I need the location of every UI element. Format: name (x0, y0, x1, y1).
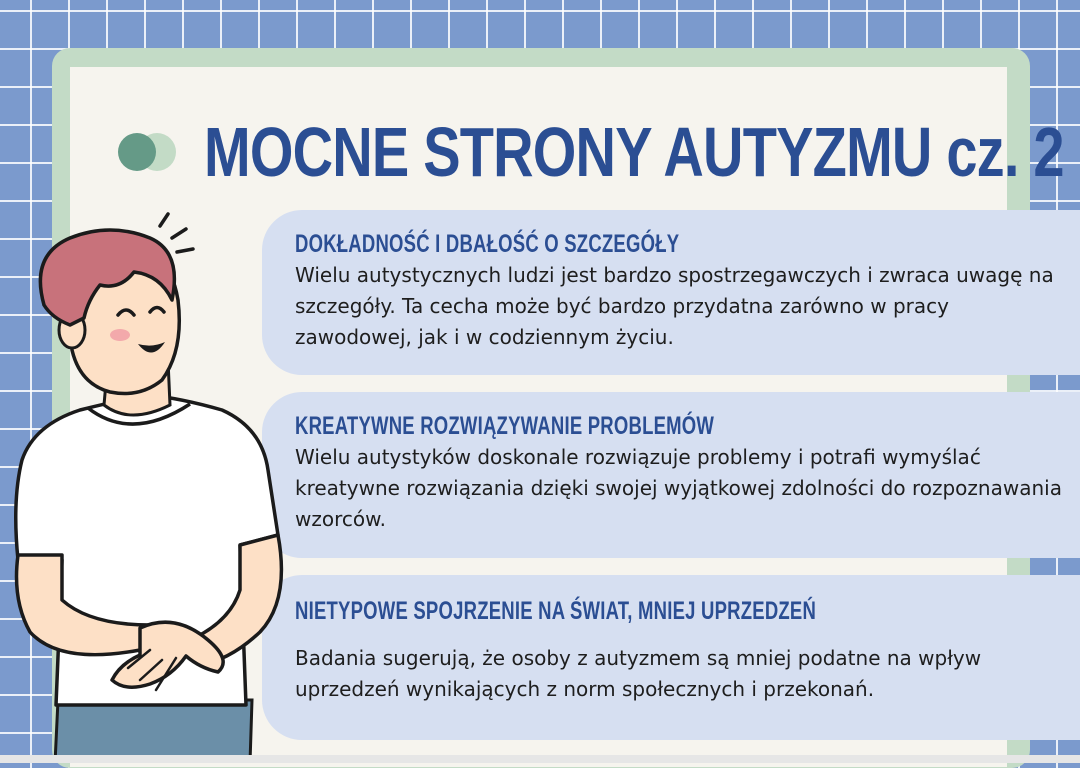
page-title: MOCNE STRONY AUTYZMU cz. 2 (204, 113, 1064, 191)
strength-card-perspective (262, 575, 1080, 740)
strength-card-detail (262, 210, 1080, 375)
card-heading: NIETYPOWE SPOJRZENIE NA ŚWIAT, MNIEJ UPRZEDZEŃ (295, 597, 817, 625)
title-row (118, 112, 1080, 192)
smiling-person-illustration (0, 205, 300, 763)
card-heading: KREATYWNE ROZWIĄZYWANIE PROBLEMÓW (295, 412, 715, 440)
decorative-dots-icon (118, 132, 182, 172)
card-text: Badania sugerują, że osoby z autyzmem są mniej podatne na wpływ uprzedzeń wynikających z norm społecznych i przekonań. (295, 646, 982, 701)
strength-card-creativity (262, 392, 1080, 558)
card-text: Wielu autystycznych ludzi jest bardzo spostrzegawczych i zwraca uwagę na szczegóły. Ta cecha może być bardzo przydatna zarówno w pracy zawodowej, jak i w codziennym życiu. (295, 263, 1054, 349)
card-heading: DOKŁADNOŚĆ I DBAŁOŚĆ O SZCZEGÓŁY (295, 230, 680, 258)
bottom-strip (0, 755, 1080, 763)
dark-dot (118, 133, 156, 171)
card-text: Wielu autystyków doskonale rozwiązuje problemy i potrafi wymyślać kreatywne rozwiązania dzięki swojej wyjątkowej zdolności do rozpoznawania wzorców. (295, 445, 1062, 531)
